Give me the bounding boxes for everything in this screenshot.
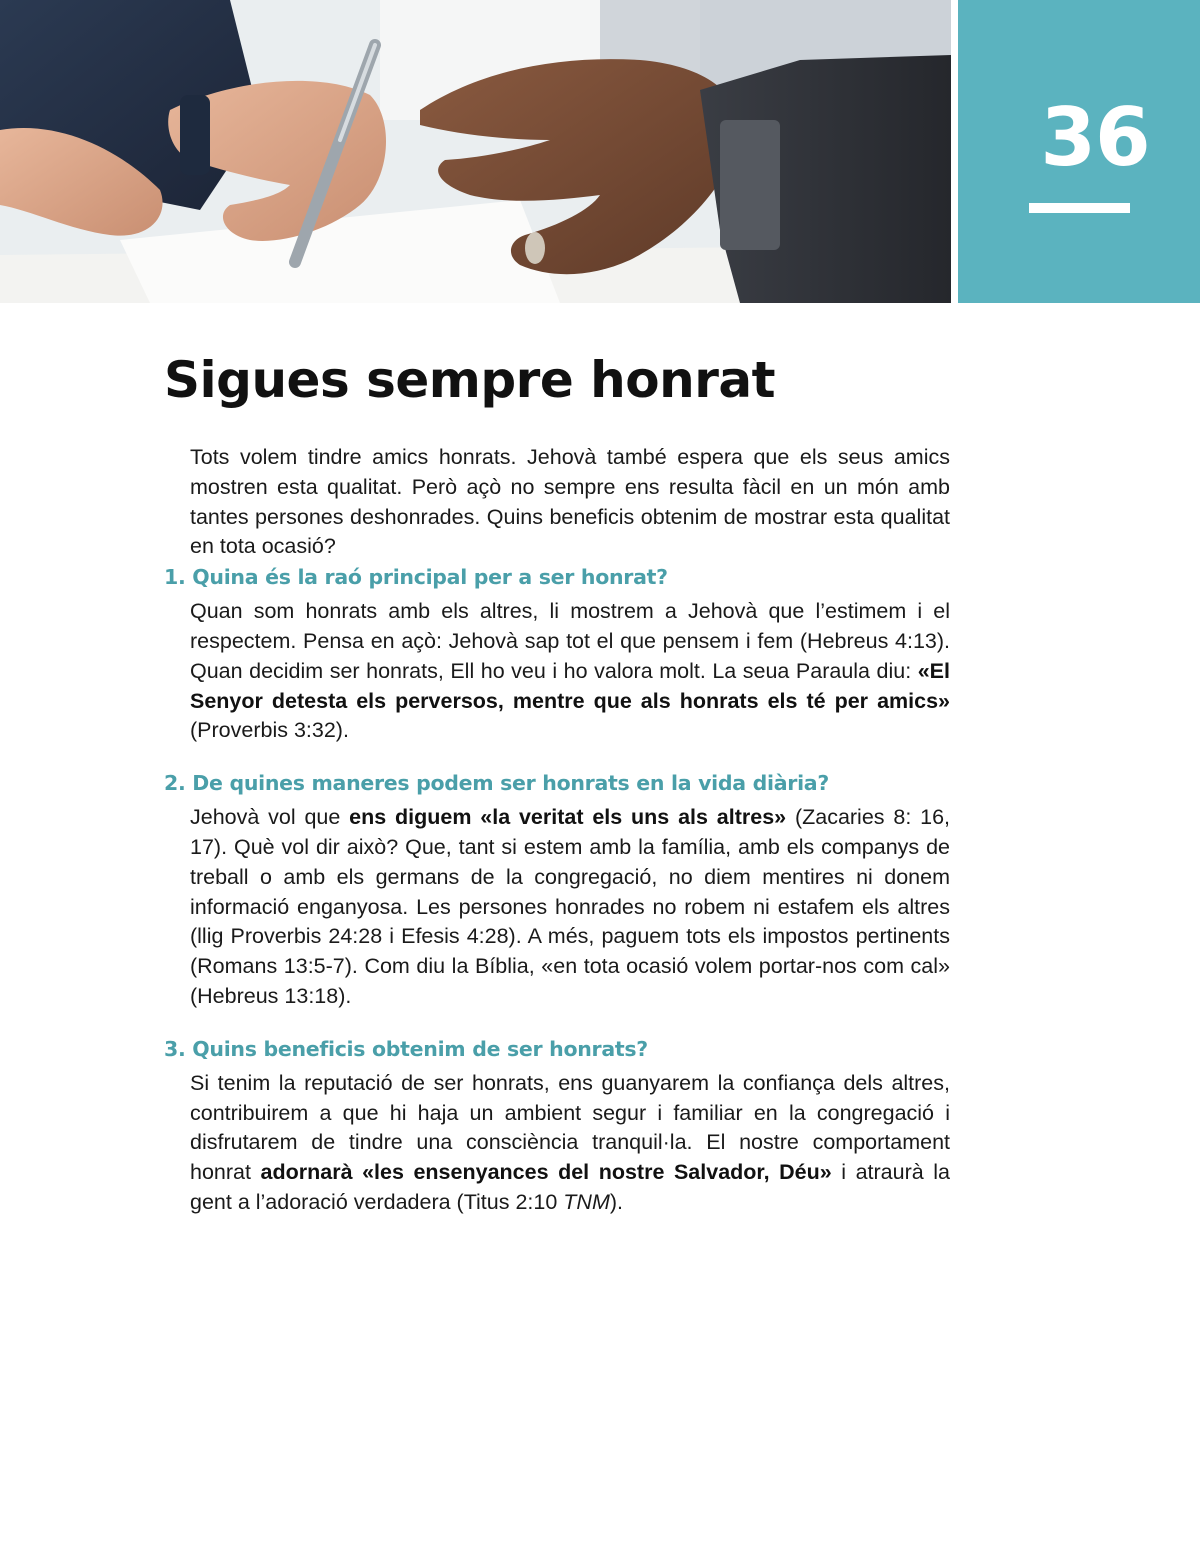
page-title: Sigues sempre honrat bbox=[164, 351, 775, 409]
answer-paragraph bbox=[190, 597, 950, 746]
answer-text: Si tenim la reputació de ser honrats, ens guanyarem la confiança dels altres, contribuirem a que hi haja un ambient segur i familiar en la congregació i disfrutarem de tindre una consciència tranquil·la. El nostre comportament honrat bbox=[190, 1070, 950, 1185]
question-heading: 2. De quines maneres podem ser honrats en la vida diària? bbox=[164, 771, 829, 796]
answer-text: (Zacaries 8: 16, 17). Què vol dir això? Que, tant si estem amb la família, amb els companys de treball o amb els germans de la congregació, no diem mentires ni donem informació enganyosa. Les persones honrades no robem ni estafem els altres (llig Proverbis 24:28 i Efesis 4:28). A més, paguem tots els impostos pertinents (Romans 13:5-7). Com diu la Bíblia, «en tota ocasió volem portar-nos com cal» (Hebreus 13:18). bbox=[190, 805, 950, 1008]
question-heading: 3. Quins beneficis obtenim de ser honrats? bbox=[164, 1036, 648, 1061]
answer-text: ). bbox=[609, 1189, 623, 1214]
answer-bold-text: ens diguem «la veritat els uns als altres» bbox=[349, 805, 787, 830]
answer-italic-text: TNM bbox=[563, 1189, 610, 1214]
intro-paragraph: Tots volem tindre amics honrats. Jehovà també espera que els seus amics mostren esta qualitat. Però açò no sempre ens resulta fàcil en un món amb tantes persones deshonrades. Quins beneficis obtenim de mostrar esta qualitat en tota ocasió? bbox=[190, 445, 950, 559]
article-body bbox=[164, 443, 950, 1240]
section-3 bbox=[164, 1034, 950, 1218]
chapter-number: 36 bbox=[1040, 91, 1150, 184]
question-heading: 1. Quina és la raó principal per a ser honrat? bbox=[164, 565, 668, 590]
answer-text: i atraurà la gent a l’adoració verdadera (Titus 2:10 bbox=[190, 1160, 950, 1214]
answer-paragraph bbox=[190, 1069, 950, 1218]
chapter-underline bbox=[1029, 203, 1130, 213]
section-1 bbox=[164, 562, 950, 746]
answer-bold-text: «El Senyor detesta els perversos, mentre que als honrats els té per amics» bbox=[190, 658, 950, 713]
answer-text: Quan som honrats amb els altres, li mostrem a Jehovà que l’estimem i el respectem. Pensa en açò: Jehovà sap tot el que pensem i fem (Hebreus 4:13). Quan decidim ser honrats, Ell ho veu i ho valora molt. La seua Paraula diu: bbox=[190, 599, 950, 683]
answer-bold-text: adornarà «les ensenyances del nostre Salvador, Déu» bbox=[260, 1160, 832, 1185]
header-photo bbox=[0, 0, 951, 303]
answer-text: (Proverbis 3:32). bbox=[190, 718, 349, 743]
chapter-badge bbox=[958, 0, 1200, 303]
handshake-signing-illustration bbox=[0, 0, 951, 303]
section-2 bbox=[164, 768, 950, 1012]
answer-text: Jehovà vol que bbox=[190, 805, 350, 830]
answer-paragraph bbox=[190, 803, 950, 1012]
